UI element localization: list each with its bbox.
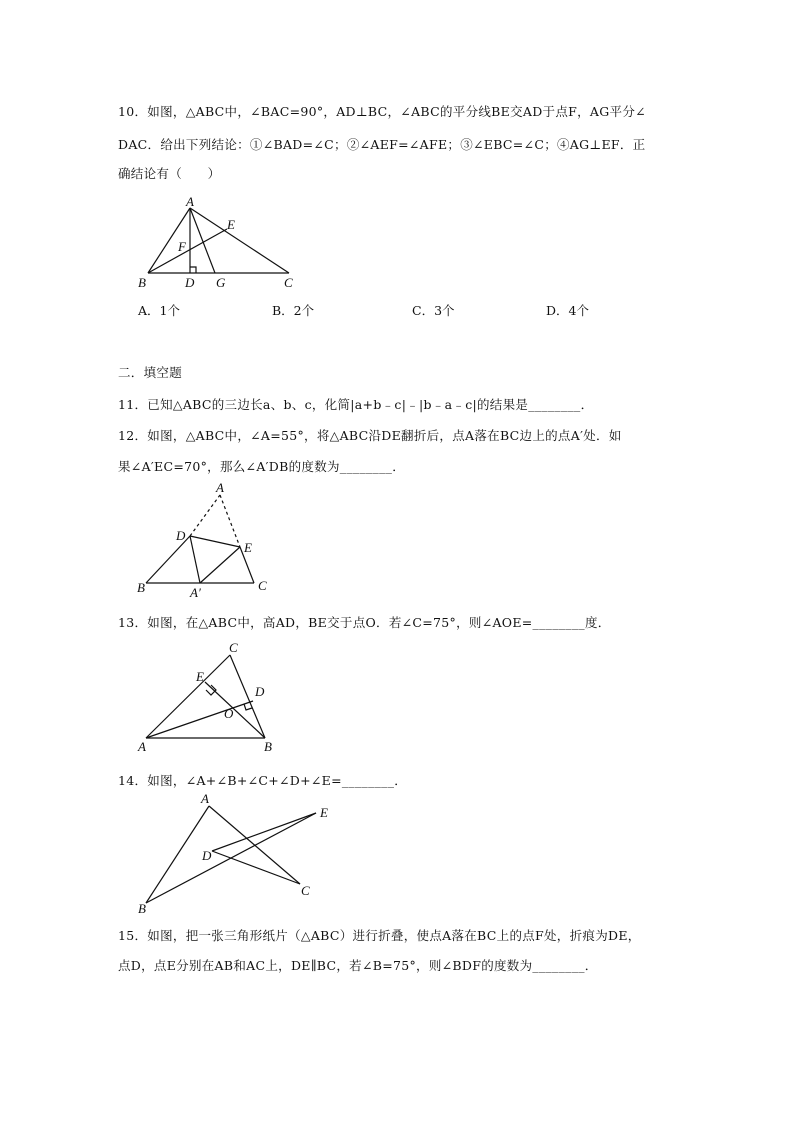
q10-option-d: D．4个 — [546, 303, 589, 318]
q12-line-1: 12．如图，△ABC中，∠A=55°，将△ABC沿DE翻折后，点A落在BC边上的点A′处．如 — [118, 428, 622, 443]
label-a-q12: A — [216, 480, 224, 495]
label-c-q13: C — [229, 640, 238, 655]
figure-q14 — [138, 791, 328, 916]
q13-text: 13．如图，在△ABC中，高AD，BE交于点O．若∠C=75°，则∠AOE=________度． — [118, 615, 611, 630]
q15-line-2: 点D，点E分别在AB和AC上，DE∥BC，若∠B=75°，则∠BDF的度数为________． — [118, 958, 598, 973]
label-c: C — [284, 275, 293, 290]
triangle-abc-q10 — [148, 208, 289, 273]
label-c-q14: C — [301, 883, 310, 898]
label-b-q12: B — [137, 580, 145, 595]
label-d-q13: D — [255, 684, 265, 699]
label-b: B — [138, 275, 146, 290]
label-d: D — [185, 275, 195, 290]
q10-option-a: A．1个 — [138, 303, 180, 318]
q10-line-1: 10．如图，△ABC中，∠BAC=90°，AD⊥BC，∠ABC的平分线BE交AD于点F，AG平分∠ — [118, 104, 646, 119]
label-f: F — [178, 239, 186, 254]
section-title: 二．填空题 — [118, 365, 183, 380]
label-o-q13: O — [224, 706, 234, 721]
label-e-q13: E — [196, 669, 204, 684]
q15-line-1: 15．如图，把一张三角形纸片（△ABC）进行折叠，使点A落在BC上的点F处，折痕为DE， — [118, 928, 641, 943]
q10-line-2: DAC．给出下列结论：①∠BAD=∠C；②∠AEF=∠AFE；③∠EBC=∠C；④AG⊥EF．正 — [118, 137, 646, 152]
label-c-q12: C — [258, 578, 267, 593]
figure-q12 — [137, 480, 267, 600]
label-b-q13: B — [264, 739, 272, 754]
label-e-q14: E — [320, 805, 328, 820]
q10-line-3: 确结论有（ ） — [118, 166, 221, 181]
label-a-prime-q12: A′ — [190, 585, 201, 600]
label-e-q12: E — [244, 540, 252, 555]
label-g: G — [216, 275, 226, 290]
label-a: A — [186, 194, 194, 209]
label-d-q12: D — [176, 528, 186, 543]
q12-line-2: 果∠A′EC=70°，那么∠A′DB的度数为________． — [118, 459, 406, 474]
q10-option-b: B．2个 — [272, 303, 315, 318]
label-d-q14: D — [202, 848, 212, 863]
label-e: E — [227, 217, 235, 232]
figure-q13 — [137, 640, 272, 754]
label-b-q14: B — [138, 901, 146, 916]
q10-option-c: C．3个 — [412, 303, 455, 318]
q14-text: 14．如图，∠A+∠B+∠C+∠D+∠E=________． — [118, 773, 408, 788]
label-a-q14: A — [201, 791, 209, 806]
label-a-q13: A — [138, 739, 146, 754]
q11-text: 11．已知△ABC的三边长a、b、c，化简|a+b﹣c|﹣|b﹣a﹣c|的结果是________． — [118, 397, 594, 412]
